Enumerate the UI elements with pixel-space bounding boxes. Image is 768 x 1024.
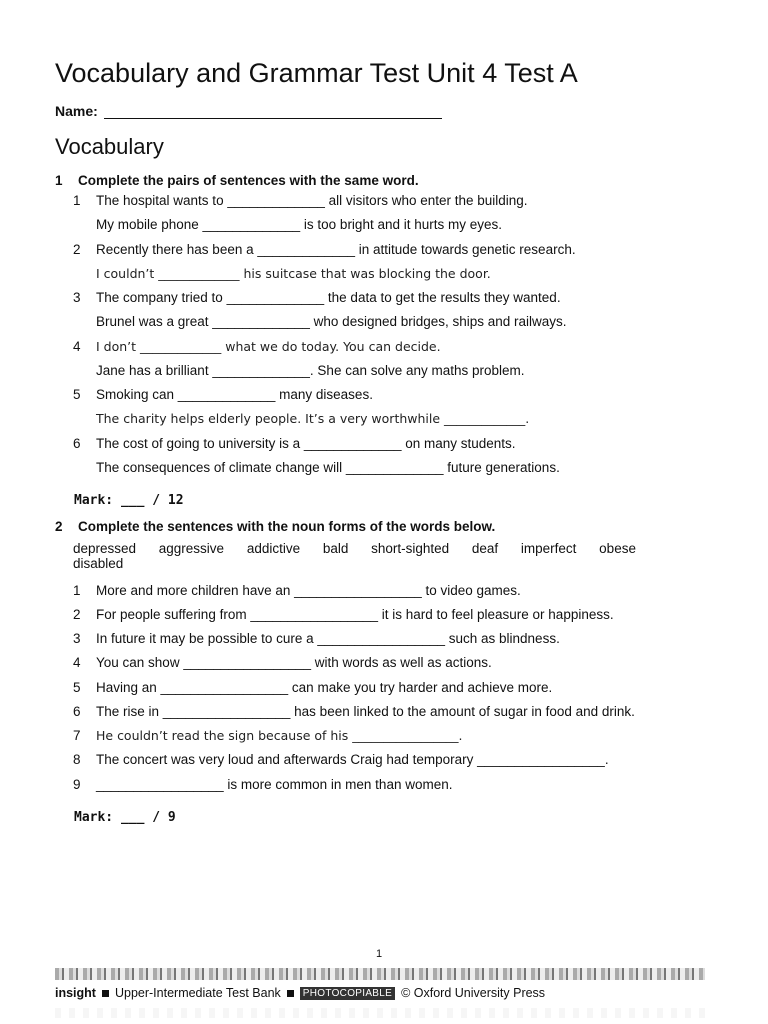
footer-brand: insight [55, 986, 96, 1000]
item-sentence-b: I couldn’t _____________ his suitcase that was blocking the door. [96, 266, 491, 281]
item-sentence: He couldn’t read the sign because of his _________________. [96, 728, 463, 743]
item-sentence: _________________ is more common in men than women. [96, 777, 453, 792]
item-number: 4 [73, 339, 81, 354]
item-number: 9 [73, 777, 81, 792]
word-bank-item: addictive [246, 541, 301, 556]
square-bullet-icon [287, 990, 294, 997]
item-sentence: Having an _________________ can make you try harder and achieve more. [96, 680, 553, 695]
word-bank-item: short-sighted [371, 541, 450, 556]
footer-faint-pattern [55, 1008, 705, 1018]
item-sentence-a: I don’t _____________ what we do today. You can decide. [96, 339, 441, 354]
item-sentence: The concert was very loud and afterwards Craig had temporary _________________. [96, 752, 609, 767]
footer-test-bank: Upper-Intermediate Test Bank [114, 986, 281, 1000]
item-number: 2 [73, 242, 81, 257]
item-number: 5 [73, 387, 81, 402]
item-sentence-b: My mobile phone _____________ is too bright and it hurts my eyes. [96, 217, 503, 232]
exercise-number: 1 [55, 173, 63, 188]
name-label: Name: [55, 103, 98, 119]
item-number: 5 [73, 680, 81, 695]
exercise-1-mark: Mark: ___ / 12 [74, 493, 184, 508]
word-bank-item: imperfect [520, 541, 577, 556]
section-title: Vocabulary [55, 134, 164, 159]
item-sentence-a: Smoking can _____________ many diseases. [96, 387, 373, 402]
exercise-number: 2 [55, 519, 63, 534]
footer-publisher: © Oxford University Press [401, 986, 546, 1000]
item-number: 3 [73, 290, 81, 305]
item-sentence-b: The charity helps elderly people. It’s a very worthwhile _____________. [96, 411, 530, 426]
item-number: 1 [73, 583, 81, 598]
item-sentence-b: The consequences of climate change will _____________ future generations. [96, 460, 560, 475]
word-bank-item: aggressive [158, 541, 225, 556]
item-sentence-a: The company tried to _____________ the data to get the results they wanted. [96, 290, 561, 305]
item-sentence-a: The hospital wants to _____________ all visitors who enter the building. [96, 193, 528, 208]
word-bank-item: obese [599, 541, 636, 556]
name-field-line[interactable] [104, 118, 442, 119]
item-number: 4 [73, 655, 81, 670]
item-sentence-b: Jane has a brilliant _____________. She can solve any maths problem. [96, 363, 525, 378]
page-number: 1 [376, 948, 383, 960]
word-bank-item: deaf [471, 541, 499, 556]
item-sentence: You can show _________________ with words as well as actions. [96, 655, 492, 670]
word-bank-item: bald [322, 541, 349, 556]
item-sentence: For people suffering from _________________ it is hard to feel pleasure or happiness. [96, 607, 614, 622]
item-number: 2 [73, 607, 81, 622]
item-sentence-a: Recently there has been a _____________ in attitude towards genetic research. [96, 242, 576, 257]
page-title: Vocabulary and Grammar Test Unit 4 Test A [55, 58, 578, 88]
item-sentence: In future it may be possible to cure a _________________ such as blindness. [96, 631, 560, 646]
exercise-2-mark: Mark: ___ / 9 [74, 810, 176, 825]
photocopiable-badge: PHOTOCOPIABLE [300, 987, 395, 1000]
item-number: 3 [73, 631, 81, 646]
word-bank-item: disabled [73, 556, 124, 571]
exercise-instruction: Complete the sentences with the noun forms of the words below. [78, 519, 496, 534]
square-bullet-icon [102, 990, 109, 997]
word-bank-item: depressed [73, 541, 137, 556]
exercise-2-heading [55, 519, 495, 534]
item-number: 8 [73, 752, 81, 767]
item-number: 6 [73, 436, 81, 451]
footer [55, 986, 545, 1000]
word-bank [73, 541, 636, 571]
item-number: 1 [73, 193, 81, 208]
exercise-instruction: Complete the pairs of sentences with the same word. [78, 173, 419, 188]
footer-decorative-band [55, 968, 705, 980]
item-sentence: More and more children have an _________________ to video games. [96, 583, 521, 598]
item-number: 7 [73, 728, 81, 743]
exercise-1-heading [55, 173, 419, 188]
item-number: 6 [73, 704, 81, 719]
item-sentence: The rise in _________________ has been linked to the amount of sugar in food and drink. [96, 704, 635, 719]
item-sentence-a: The cost of going to university is a _____________ on many students. [96, 436, 516, 451]
item-sentence-b: Brunel was a great _____________ who designed bridges, ships and railways. [96, 314, 567, 329]
